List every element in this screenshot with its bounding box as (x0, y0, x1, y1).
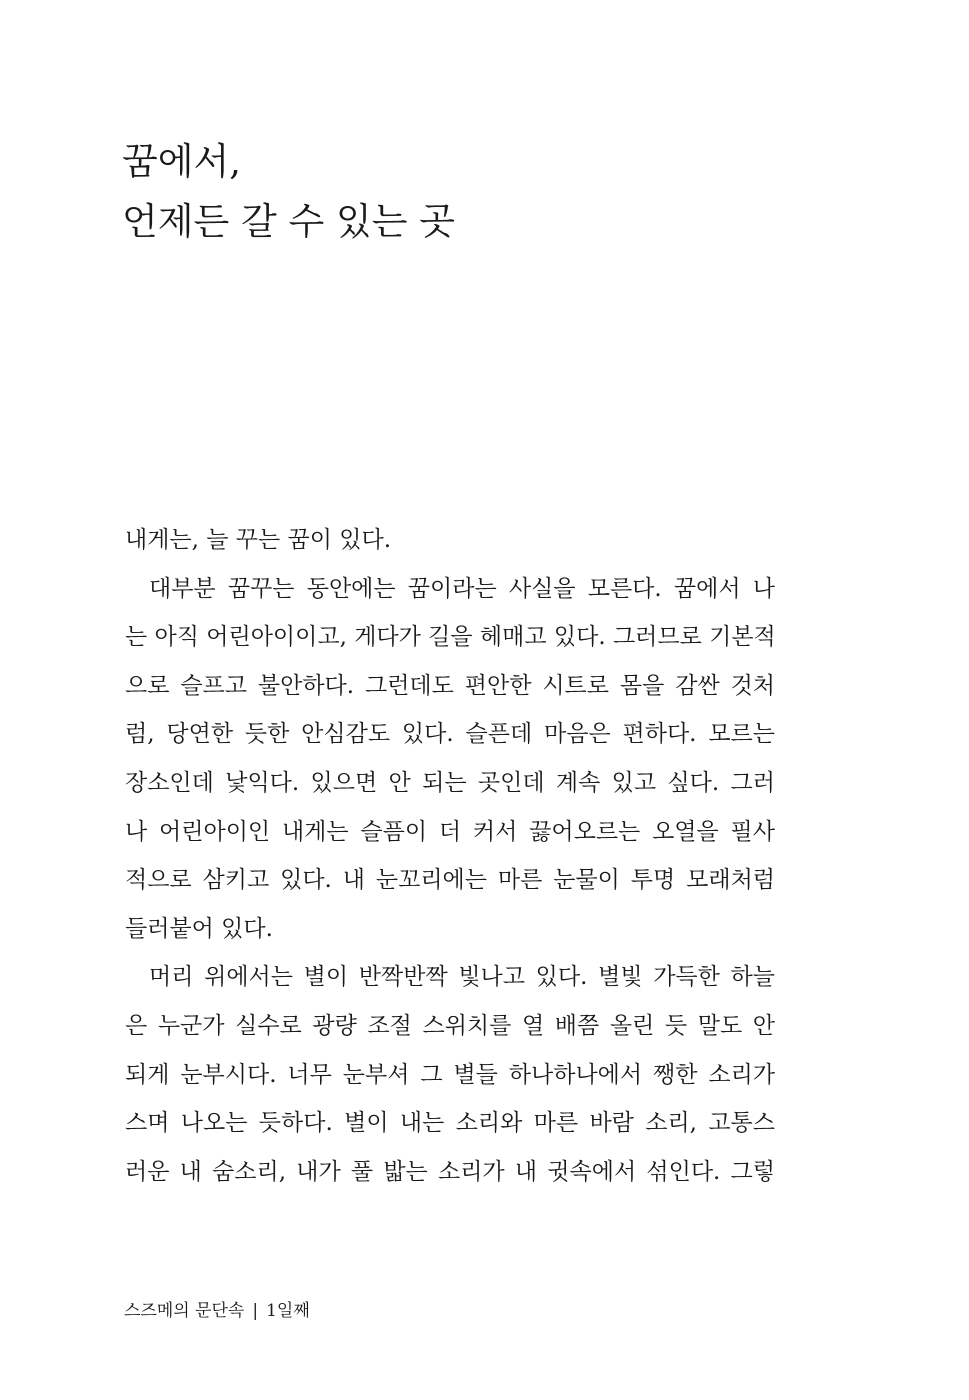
text-line: 으로 슬프고 불안하다. 그런데도 편안한 시트로 몸을 감싼 것처 (125, 672, 775, 699)
text-line: 나 어린아이인 내게는 슬픔이 더 커서 끓어오르는 오열을 필사 (125, 818, 775, 845)
book-title: 스즈메의 문단속 (124, 1301, 245, 1321)
text-line: 머리 위에서는 별이 반짝반짝 빛나고 있다. 별빛 가득한 하늘 (149, 964, 775, 991)
chapter-title-line: 언제든 갈 수 있는 곳 (122, 200, 455, 243)
text-line: 은 누군가 실수로 광량 조절 스위치를 열 배쯤 올린 듯 말도 안 (125, 1012, 775, 1039)
text-line: 들러붙어 있다. (125, 915, 273, 942)
chapter-title (122, 132, 455, 252)
running-footer (124, 1296, 310, 1321)
body-text (125, 516, 775, 1196)
chapter-title-line: 꿈에서, (122, 140, 241, 183)
text-line: 럼, 당연한 듯한 안심감도 있다. 슬픈데 마음은 편하다. 모르는 (125, 721, 775, 748)
footer-separator: | (252, 1301, 259, 1321)
text-line: 적으로 삼키고 있다. 내 눈꼬리에는 마른 눈물이 투명 모래처럼 (125, 867, 775, 894)
text-line: 스며 나오는 듯하다. 별이 내는 소리와 마른 바람 소리, 고통스 (125, 1110, 775, 1137)
text-line: 내게는, 늘 꾸는 꿈이 있다. (125, 527, 392, 553)
text-line: 장소인데 낯익다. 있으면 안 되는 곳인데 계속 있고 싶다. 그러 (125, 769, 775, 796)
text-line: 러운 내 숨소리, 내가 풀 밟는 소리가 내 귓속에서 섞인다. 그렇 (125, 1158, 775, 1185)
text-line: 되게 눈부시다. 너무 눈부셔 그 별들 하나하나에서 쨍한 소리가 (125, 1061, 775, 1088)
chapter-label: 1일째 (266, 1301, 310, 1321)
text-line: 는 아직 어린아이이고, 게다가 길을 헤매고 있다. 그러므로 기본적 (125, 624, 776, 651)
text-line: 대부분 꿈꾸는 동안에는 꿈이라는 사실을 모른다. 꿈에서 나 (149, 575, 775, 602)
